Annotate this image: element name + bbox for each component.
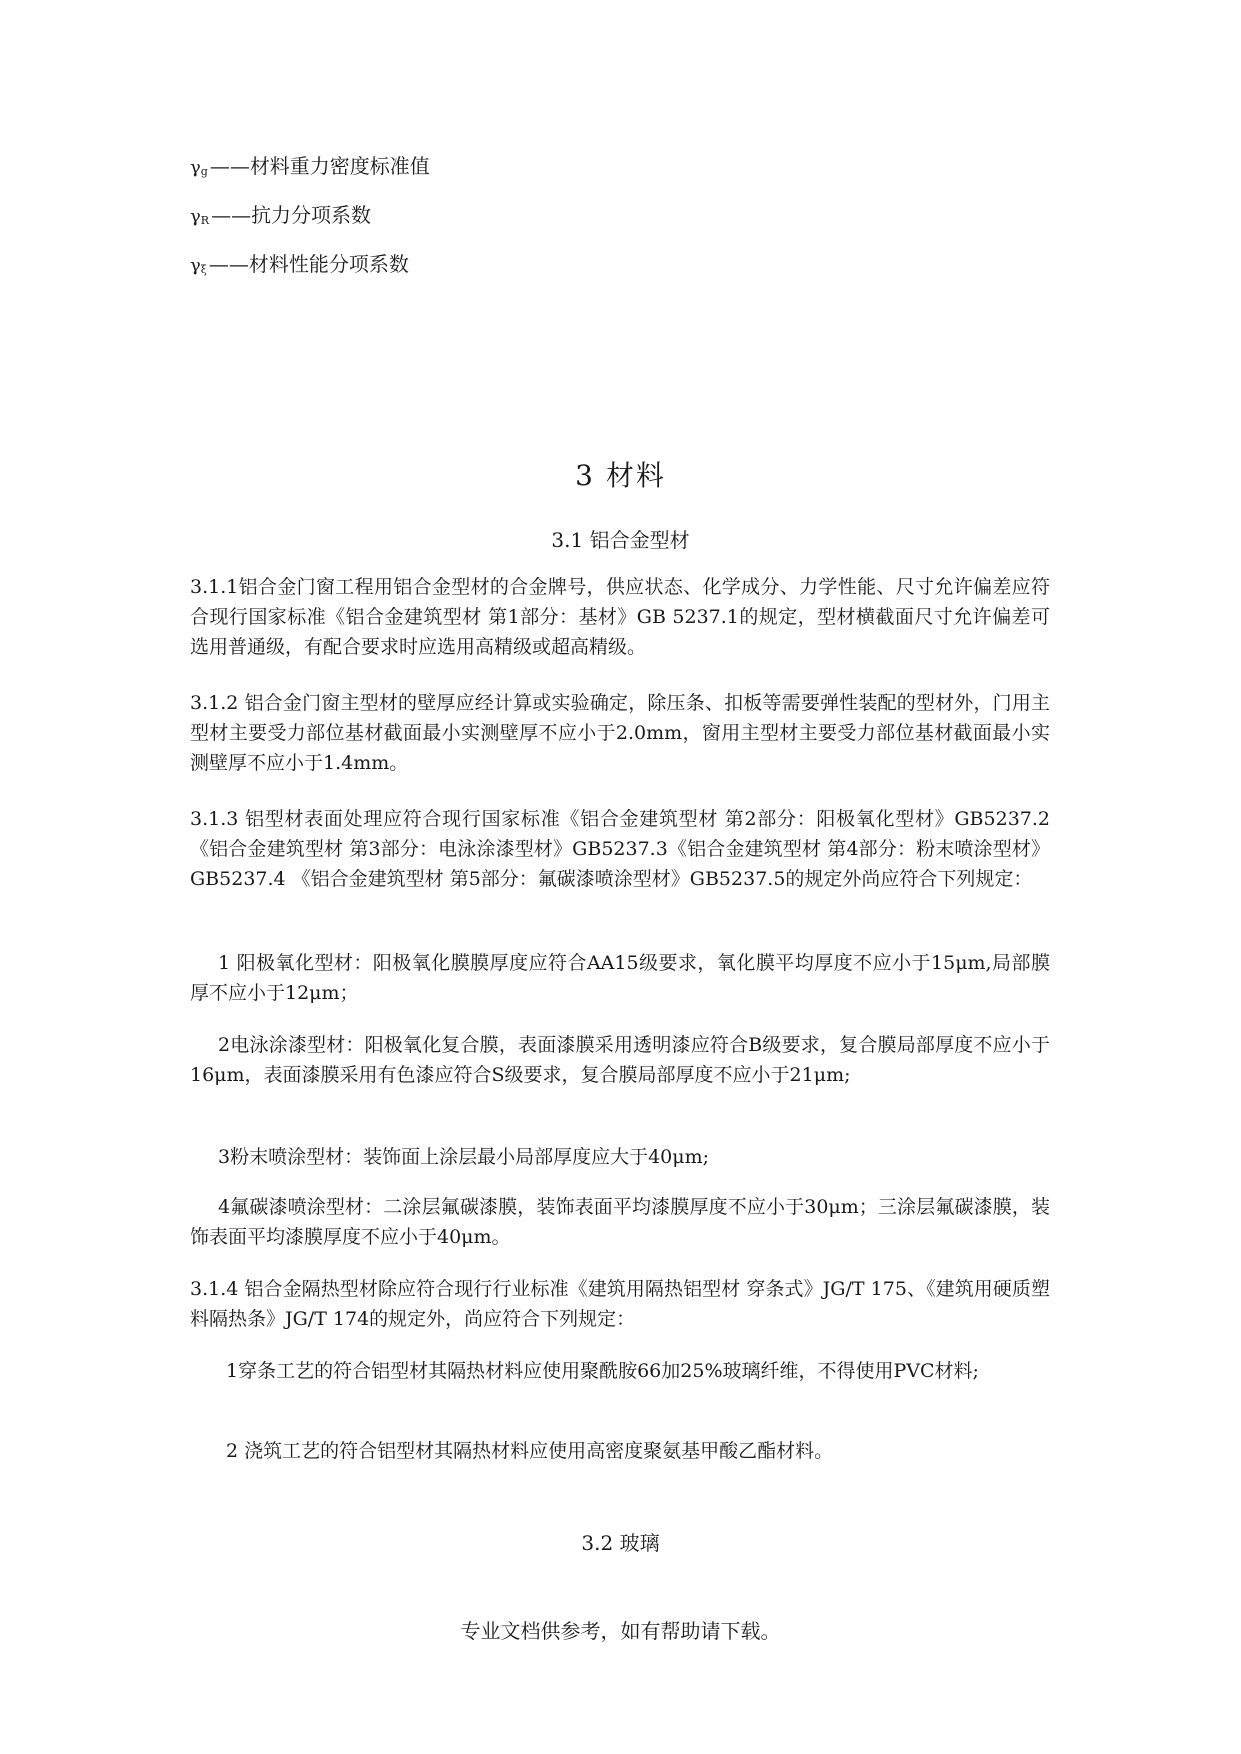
paragraph-3-1-3: 3.1.3 铝型材表面处理应符合现行国家标准《铝合金建筑型材 第2部分：阳极氧化型材》GB5237.2《铝合金建筑型材 第3部分：电泳涂漆型材》GB5237.3《铝合金建筑型材 第4部分：粉末喷涂型材》GB5237.4 《铝合金建筑型材 第5部分：氟碳漆喷涂型材》GB5237.5的规定外尚应符合下列规定： [190,808,1050,890]
symbol-text: ——材料重力密度标准值 [209,154,430,178]
symbol-text: ——抗力分项系数 [211,203,372,227]
symbol-definition [190,251,409,283]
symbol-subscript: g [200,165,208,178]
list-item: 1 阳极氧化型材：阳极氧化膜膜厚度应符合AA15级要求，氧化膜平均厚度不应小于15μm,局部膜厚不应小于12μm； [190,952,1050,1004]
list-item: 1穿条工艺的符合铝型材其隔热材料应使用聚酰胺66加25%玻璃纤维，不得使用PVC材料; [226,1360,979,1382]
list-item: 2 浇筑工艺的符合铝型材其隔热材料应使用高密度聚氨基甲酸乙酯材料。 [226,1440,834,1462]
symbol-text: ——材料性能分项系数 [208,252,409,276]
symbol-gamma: γ [190,157,201,178]
symbol-gamma: γ [190,206,201,227]
paragraph-3-1-4: 3.1.4 铝合金隔热型材除应符合现行行业标准《建筑用隔热铝型材 穿条式》JG/T 175、《建筑用硬质塑料隔热条》JG/T 174的规定外，尚应符合下列规定： [190,1278,1050,1330]
section-title: 3.1 铝合金型材 [551,528,690,552]
list-item: 4氟碳漆喷涂型材：二涂层氟碳漆膜，装饰表面平均漆膜厚度不应小于30μm；三涂层氟碳漆膜，装饰表面平均漆膜厚度不应小于40μm。 [190,1196,1050,1248]
symbol-subscript: R [200,214,210,227]
list-item: 3粉末喷涂型材：装饰面上涂层最小局部厚度应大于40μm; [218,1146,710,1168]
symbol-definition [190,202,371,234]
chapter-title: 3 材料 [575,459,666,492]
list-item: 2电泳涂漆型材：阳极氧化复合膜，表面漆膜采用透明漆应符合B级要求，复合膜局部厚度不应小于16μm，表面漆膜采用有色漆应符合S级要求，复合膜局部厚度不应小于21μm; [190,1034,1050,1086]
page-footer: 专业文档供参考，如有帮助请下载。 [460,1619,781,1643]
symbol-subscript: ξ [200,263,207,276]
symbol-definition [190,153,430,185]
section-title: 3.2 玻璃 [581,1531,660,1555]
paragraph-3-1-2: 3.1.2 铝合金门窗主型材的壁厚应经计算或实验确定，除压条、扣板等需要弹性装配的型材外，门用主型材主要受力部位基材截面最小实测壁厚不应小于2.0mm，窗用主型材主要受力部位基材截面最小实测壁厚不应小于1.4mm。 [190,692,1050,774]
symbol-gamma: γ [190,255,201,276]
paragraph-3-1-1: 3.1.1铝合金门窗工程用铝合金型材的合金牌号，供应状态、化学成分、力学性能、尺寸允许偏差应符合现行国家标准《铝合金建筑型材 第1部分：基材》GB 5237.1的规定，型材横截面尺寸允许偏差可选用普通级，有配合要求时应选用高精级或超高精级。 [190,576,1050,658]
